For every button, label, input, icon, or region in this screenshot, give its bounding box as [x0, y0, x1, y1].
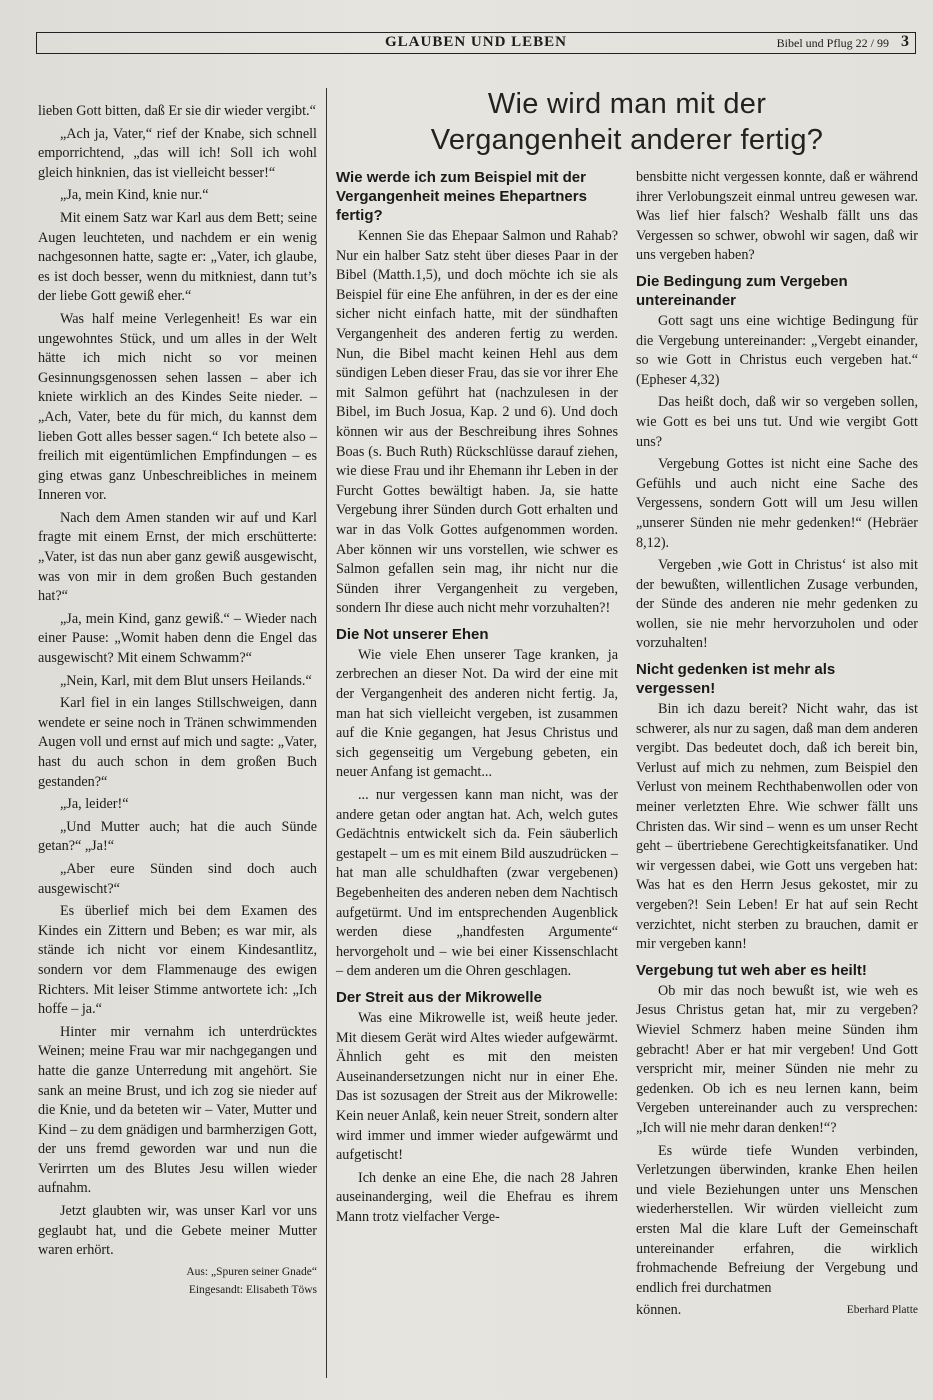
paragraph: „Aber eure Sünden sind doch auch ausgewischt?“ — [38, 860, 317, 897]
article-title-line-1: Wie wird man mit der — [487, 88, 767, 120]
paragraph: „Ja, mein Kind, ganz gewiß.“ – Wieder nach einer Pause: „Womit haben denn die Engel das ausgewischt? Mit einem Schwamm?“ — [38, 610, 317, 667]
paragraph: Nach dem Amen standen wir auf und Karl fragte mit einem Ernst, der mich erschütterte: „Vater, ist das nun aber ganz gewiß ausgewischt, was von mir in dem großen Buch gestanden hat?“ — [38, 509, 317, 605]
paragraph: Was eine Mikrowelle ist, weiß heute jeder. Mit diesem Gerät wird Altes wieder aufgewärmt. Ähnlich geht es mit den meisten Auseinandersetzungen nicht nur in einer Ehe. Das ist sozusagen der Streit aus der Mikrowelle: Kein neuer Anlaß, kein neuer Streit, sondern alter wird immer und immer wieder aufgewärmt und aufgetischt! — [336, 1009, 618, 1164]
article-title — [336, 86, 918, 166]
paragraph: Wie viele Ehen unserer Tage kranken, ja zerbrechen an dieser Not. Da wird der eine mit der Vergangenheit des anderen nicht fertig. Ja, man hat sich vielleicht vergeben, ist zusammen auf die Knie gegangen, hat Jesus Christus und sich gegenseitig um Vergebung gebeten, ein neuer Anfang ist gemacht... — [336, 646, 618, 781]
paragraph: Bin ich dazu bereit? Nicht wahr, das ist schwerer, als nur zu sagen, daß man dem anderen vergibt. Das bedeutet doch, daß ich bereit bin, Verlust auf mich zu nehmen, zum Beispiel den Verlust von meinem Rechthabenwollen oder von meiner verletzten Ehre. Wie schwer fällt uns Christen das. Wir sind – wenn es um unser Recht geht – übertriebene Gerechtigkeitsfanatiker. Und wir vergessen dabei, wie Gott uns vergeben hat: Was hat es den Herrn Jesus gekostet, mir zu vergeben?! Sein Leben! Er hat auf sein Recht verzichtet, nicht sterben zu brauchen, damit er mir vergeben kann! — [636, 701, 918, 953]
column-divider — [326, 88, 327, 1378]
paragraph: „Nein, Karl, mit dem Blut unsers Heilands.“ — [60, 672, 312, 689]
last-word: können. — [636, 1302, 682, 1319]
paragraph: Gott sagt uns eine wichtige Bedingung für die Vergebung untereinander: „Vergebt einander, so wie Gott in Christus euch vergeben hat.“ (Epheser 4,32) — [636, 312, 918, 388]
paragraph: bensbitte nicht vergessen konnte, daß er während ihrer Verlobungszeit einmal untreu gewesen war. Was lief hier falsch? Weshalb fällt uns das Vergessen so schwer, obwohl wir sagen, daß wir uns vergeben haben? — [636, 169, 918, 264]
source-line: Aus: „Spuren seiner Gnade“ — [186, 1265, 317, 1278]
author-credit: Eberhard Platte — [846, 1304, 918, 1317]
article-title-line-2: Vergangenheit anderer fertig? — [430, 124, 824, 156]
paragraph: Mit einem Satz war Karl aus dem Bett; seine Augen leuchteten, und nachdem er ein wenig nachgesonnen hatte, sagte er: „Vater, ich glaube, es ist doch besser, wenn du mitkniest, dann tut’s der liebe Gott gewiß eher.“ — [38, 209, 317, 305]
subheading: Die Not unserer Ehen — [336, 625, 489, 643]
subheading: Der Streit aus der Mikrowelle — [336, 988, 542, 1006]
paragraph: Kennen Sie das Ehepaar Salmon und Rahab? Nur ein halber Satz steht über dieses Paar in der Bibel (Matth.1,5), und doch möchte ich sie als Beispiel für eine Ehe anführen, in der es der eine sicher nicht einfach hatte, mit der sündhaften Vergangenheit des anderen fertig zu werden. Nun, die Bibel macht keinen Hehl aus dem sündigen Leben dieser Frau, das sie vor ihrer Ehe mit Salmon geführt hat (nachzulesen in der Bibel, im Buch Josua, Kap. 2 und 6). Und doch können wir aus der Beschreibung ihres Sohnes Boas (s. Buch Ruth) Rückschlüsse darauf ziehen, wie diese Frau und ihr Ehemann ihr Leben in der Furcht Gottes bewältigt haben. Ja, sie hatte Vergebung ihrer Sünden durch Gott erhalten und war in das Volk Gottes aufgenommen worden. Aber können wir uns vorstellen, wie schwer es Salmon gefallen sein mag, ihr nicht nur die Sünden ihrer Vergangenheit zu vergeben, sondern Ihr diese auch nicht mehr vorzuhalten?! — [336, 228, 618, 617]
paragraph: Jetzt glaubten wir, was unser Karl vor uns geglaubt hat, und die Gebete meiner Mutter waren erhört. — [38, 1203, 317, 1259]
paragraph: „Ja, mein Kind, knie nur.“ — [60, 187, 209, 204]
subheading: Wie werde ich zum Beispiel mit der Vergangenheit meines Ehepartners fertig? — [336, 169, 587, 224]
subheading: Vergebung tut weh aber es heilt! — [636, 961, 867, 979]
paragraph: Vergeben ‚wie Gott in Christus‘ ist also mit der bewußten, willentlichen Zusage verbunden, der Sünde des anderen nie mehr gedenken zu wollen, sie nie mehr hervorzuholen und oder vorzuhalten! — [636, 557, 918, 652]
paragraph: ... nur vergessen kann man nicht, was der andere getan oder angtan hat. Ach, welch gutes Gedächtnis entwickelt sich da. Fein säuberlich gestapelt – um es mit einem Bild auszudrücken – hat man alle schuldhaften (zwar vergebenen) Begebenheiten des anderen neben dem Nachtisch aufgetürmt. Und im entsprechenden Augenblick werden diese „handfesten Argumente“ hervorgeholt und – wie bei einer Kissenschlacht – dem anderen um die Ohren geschlagen. — [336, 787, 618, 980]
section-title: GLAUBEN UND LEBEN — [384, 34, 568, 50]
closing-line — [636, 1301, 918, 1321]
contributor-line: Eingesandt: Elisabeth Töws — [188, 1283, 317, 1296]
story-continuation-column — [38, 102, 317, 1298]
paragraph: „Und Mutter auch; hat die auch Sünde getan?“ „Ja!“ — [38, 818, 317, 855]
page-header — [36, 32, 916, 54]
paragraph: Karl fiel in ein langes Stillschweigen, dann wendete er seine noch in Tränen schwimmenden Augen voll und ernst auf mich und sagte: „Vater, hast du auch schon in dem großen Buch gestanden?“ — [38, 695, 317, 790]
subheading: Die Bedingung zum Vergeben untereinander — [636, 272, 848, 309]
article-column-3 — [636, 168, 918, 1321]
paragraph: Es würde tiefe Wunden verbinden, Verletzungen überwinden, kranke Ehen heilen und viele Beziehungen unter uns Menschen wiederherstellen. Wir würden vielleicht zum ersten Mal die klare Luft der Gemeinschaft untereinander erfahren, die wirklich frohmachende Befreiung der Vergebung und endlich frei durchatmen — [636, 1142, 918, 1296]
page-number: 3 — [901, 33, 909, 50]
paragraph: Hinter mir vernahm ich unterdrücktes Weinen; meine Frau war mir nachgegangen und hatte die ganze Unterredung mit angehört. Sie sank an meine Brust, und ich zog sie nieder auf die Knie, und da beteten wir – Vater, Mutter und Kind – zu dem gnädigen und barmherzigen Gott, der uns fremd geworden war und nun die Verirrten um des Blutes Jesu willen wieder aufnahm. — [38, 1023, 317, 1197]
subheading: Nicht gedenken ist mehr als vergessen! — [636, 661, 836, 698]
paragraph: Das heißt doch, daß wir so vergeben sollen, wie Gott es bei uns tut. Und wie vergibt Gott uns? — [636, 394, 918, 450]
paragraph: Was half meine Verlegenheit! Es war ein ungewohntes Stück, und um alles in der Welt hätte ich mich nicht so vor meinen Gesinnungsgenossen sehen lassen – aber ich kniete wirklich an des Kindes Seite nieder. – „Ach, Vater, bete du für mich, du kannst dem lieben Gott alles besser sagen.“ Ich betete also – freilich mit eigentümlichen Empfindungen – es ging etwas ganz Unbeschreibliches in meinem Inneren vor. — [38, 310, 317, 504]
paragraph: Vergebung Gottes ist nicht eine Sache des Gefühls und auch nicht eine Sache des Vergessens, sondern Gott will um Jesu willen „unserer Sünden nie mehr gedenken!“ (Hebräer 8,12). — [636, 456, 918, 551]
paragraph: Ich denke an eine Ehe, die nach 28 Jahren auseinanderging, weil die Ehefrau es ihrem Mann trotz vielfacher Verge- — [336, 1169, 618, 1225]
article-column-2 — [336, 168, 618, 1231]
paragraph: Es überlief mich bei dem Examen des Kindes ein Zittern und Beben; es war mir, als stände ich nicht vor einem Kindesantlitz, sondern vor dem Flammenauge des ewigen Richters. Mit leiser Stimme antwortete ich: „Ich hoffe – ja.“ — [38, 903, 317, 1018]
paragraph: lieben Gott bitten, daß Er sie dir wieder vergibt.“ — [38, 103, 316, 119]
paragraph: „Ja, leider!“ — [60, 796, 129, 813]
publication-info: Bibel und Pflug 22 / 99 — [776, 36, 889, 50]
paragraph: Ob mir das noch bewußt ist, wie weh es Jesus Christus getan hat, mir zu vergeben? Wieviel Schmerz haben meine Sünden ihm gebracht! Aber er hat mir vergeben! Und Gott verspricht mir, meiner Sünden nie mehr zu gedenken. Ob ich es neu lernen kann, beim Vergeben untereinander auch zu versprechen: „Ich will nie mehr daran denken!“? — [636, 982, 918, 1136]
paragraph: „Ach ja, Vater,“ rief der Knabe, sich schnell emporrichtend, „das will ich! Soll ich wohl gleich hinknien, das ist vielleicht besser!“ — [38, 125, 317, 181]
